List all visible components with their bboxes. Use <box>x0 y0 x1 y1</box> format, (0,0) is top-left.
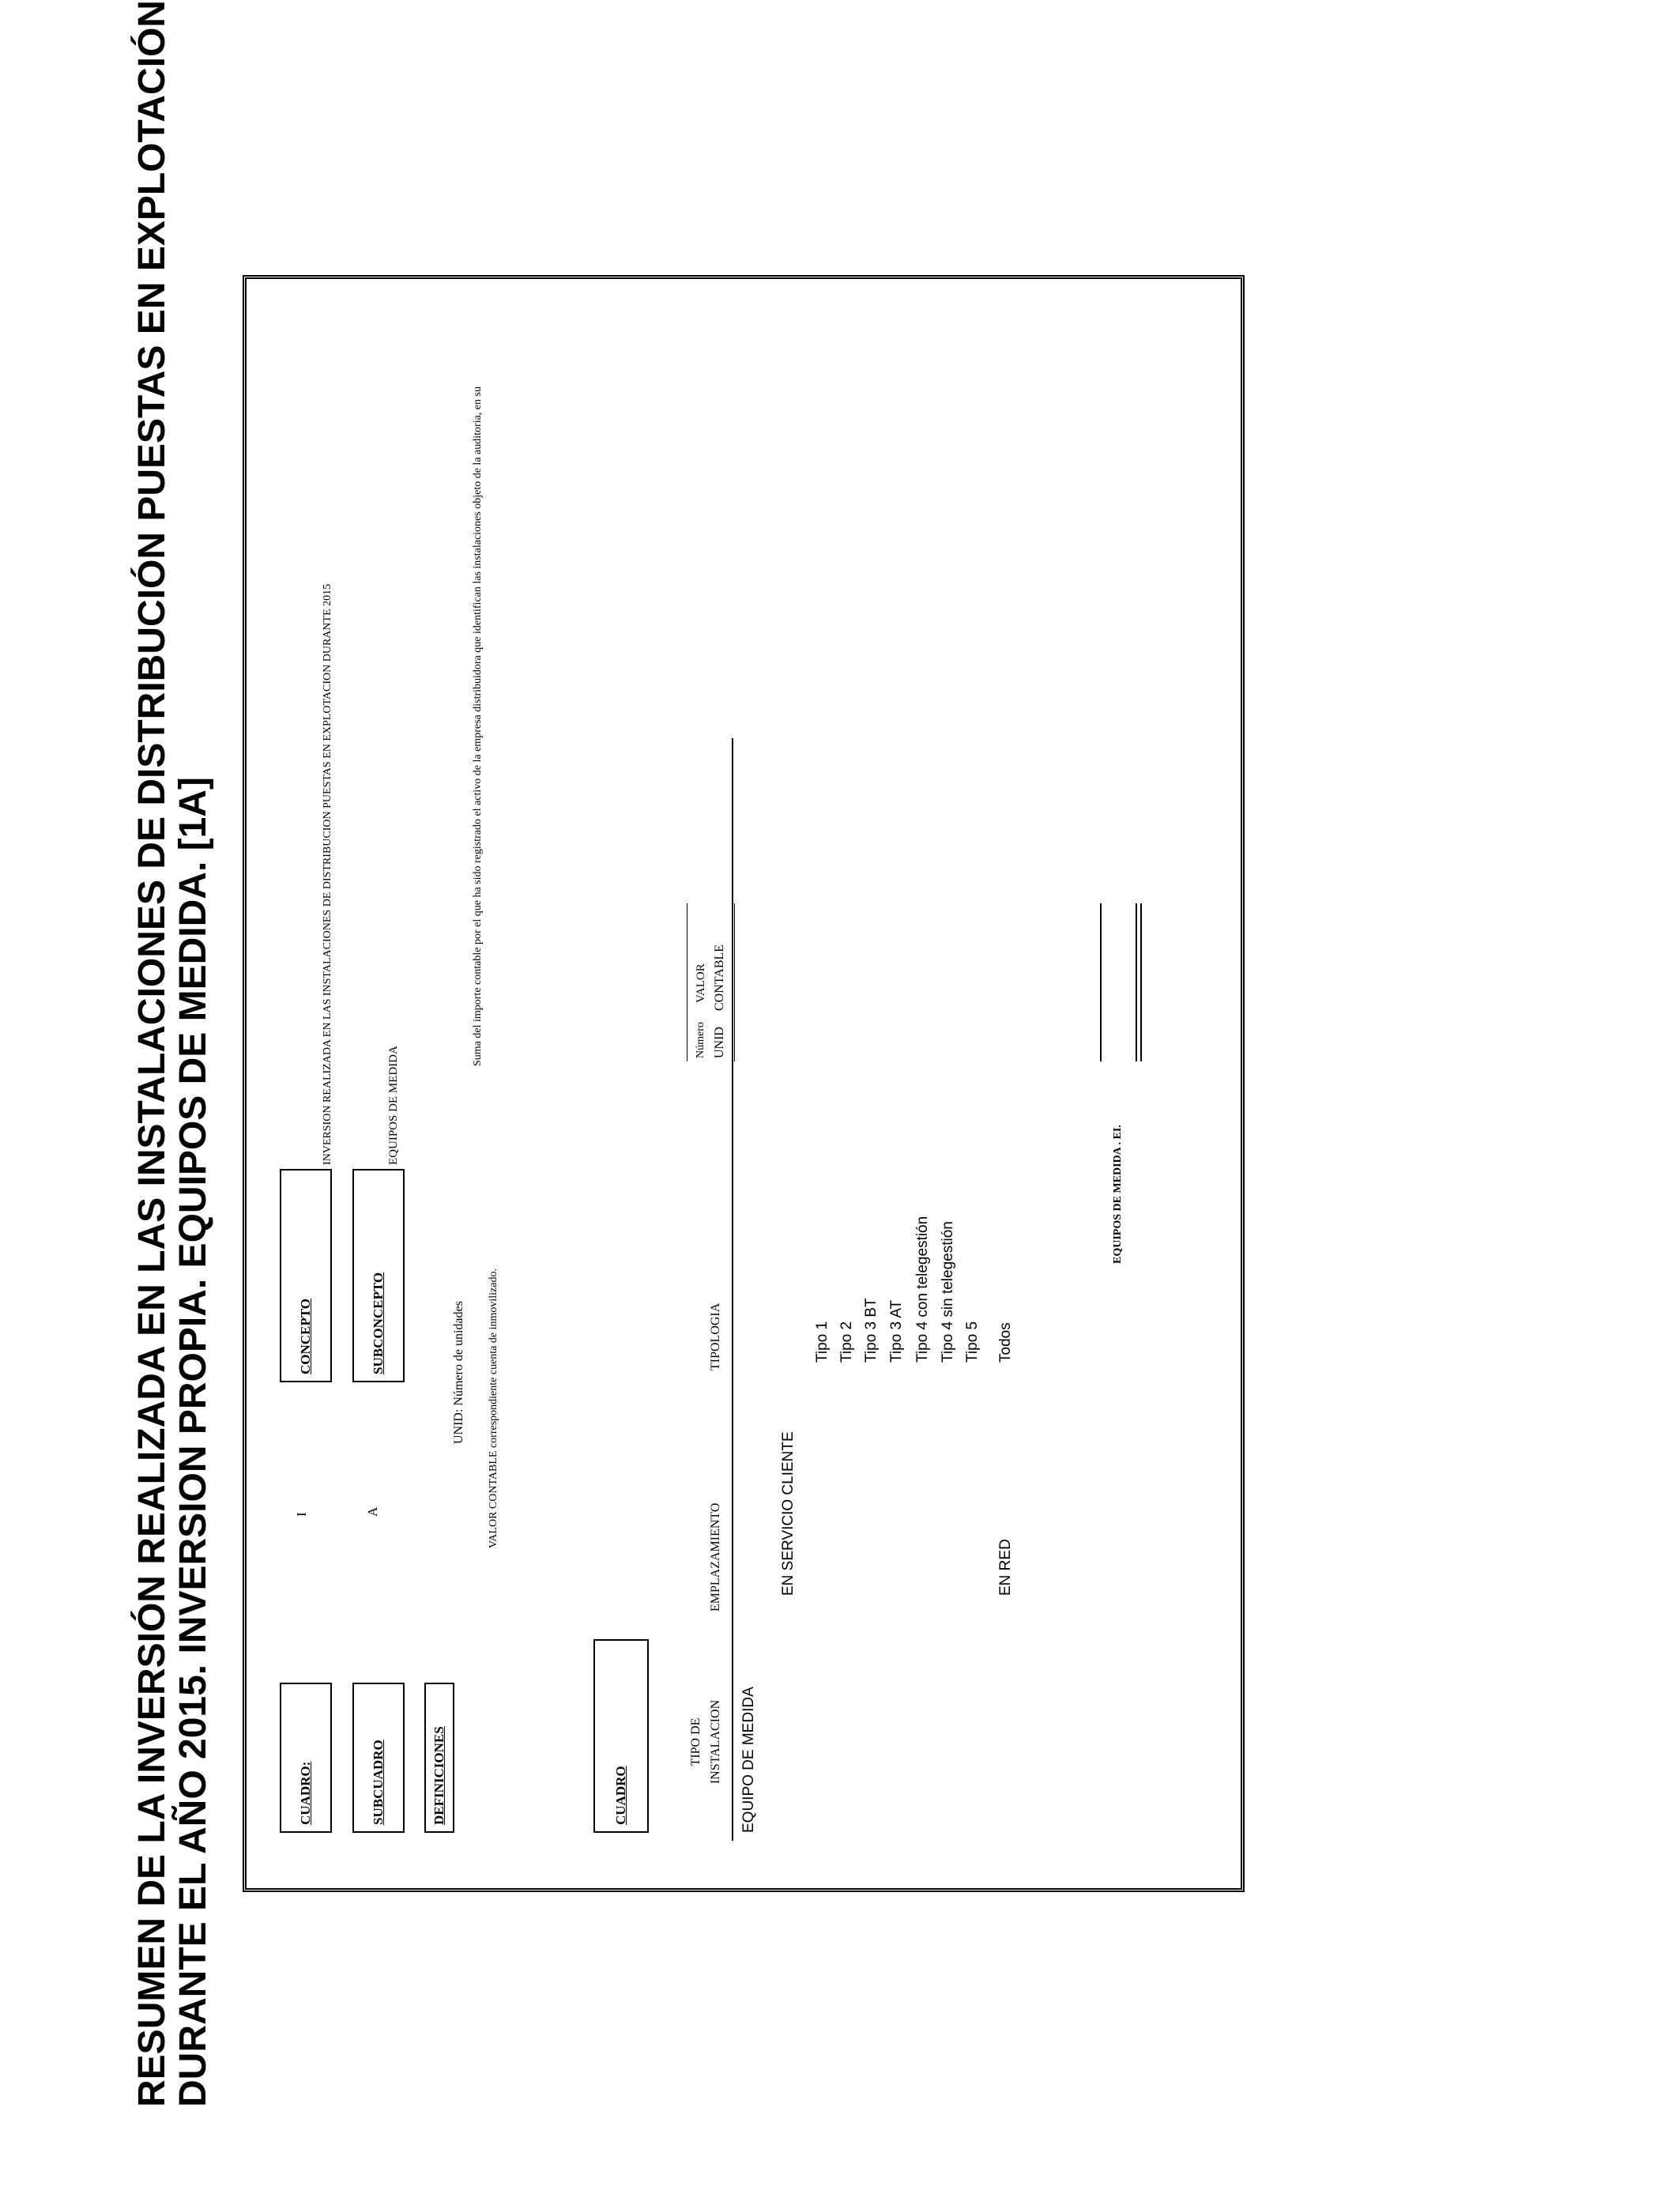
table-cuadro-label-box: CUADRO <box>593 1639 649 1833</box>
row-equipo-de-medida: EQUIPO DE MEDIDA <box>740 1687 757 1833</box>
concepto-label-box: CONCEPTO <box>280 1169 332 1382</box>
total-bottom-double-rule <box>1140 903 1142 1061</box>
row-tipologia: Tipo 3 AT <box>888 1299 905 1363</box>
header-numero: Número <box>695 1022 706 1058</box>
header-rule <box>732 738 733 1841</box>
row-tipologia: Tipo 5 <box>964 1321 981 1363</box>
row-todos: Todos <box>997 1322 1014 1363</box>
subcuadro-label-box: SUBCUADRO <box>352 1683 405 1833</box>
title-line-1: RESUMEN DE LA INVERSIÓN REALIZADA EN LAS INSTALACIONES DE DISTRIBUCIÓN PUESTAS EN EXPLOTACIÓN <box>131 0 173 2107</box>
concepto-text: INVERSION REALIZADA EN LAS INSTALACIONES DE DISTRIBUCION PUESTAS EN EXPLOTACION DURANTE 2015 <box>322 583 333 1165</box>
subconcepto-label-box: SUBCONCEPTO <box>352 1169 405 1382</box>
header-contable: CONTABLE <box>713 944 726 1011</box>
cuadro-label-box: CUADRO: <box>280 1683 332 1833</box>
header-double-rule <box>734 903 735 1061</box>
cuadro-value: I <box>294 1512 309 1517</box>
header-tipologia: TIPOLOGIA <box>709 1302 722 1370</box>
header-tipo-de: TIPO DE <box>689 1717 703 1766</box>
row-tipologia: Tipo 4 sin telegestión <box>940 1221 956 1363</box>
total-bottom-rule <box>1136 903 1137 1061</box>
form-frame <box>243 275 1245 1892</box>
row-tipologia: Tipo 1 <box>814 1321 831 1363</box>
def-unid: UNID: Número de unidades <box>452 1301 465 1444</box>
header-valor: VALOR <box>695 963 707 1003</box>
subconcepto-text: EQUIPOS DE MEDIDA <box>387 1046 400 1165</box>
row-tipologia: Tipo 4 con telegestión <box>914 1216 931 1363</box>
title-line-2: DURANTE EL AÑO 2015. INVERSION PROPIA. EQUIPOS DE MEDIDA. [1A] <box>172 777 214 2107</box>
subcuadro-value: A <box>365 1506 380 1517</box>
header-emplazamiento: EMPLAZAMIENTO <box>709 1502 722 1612</box>
total-label: EQUIPOS DE MEDIDA . EI. <box>1112 1125 1124 1264</box>
total-top-rule <box>1100 903 1102 1061</box>
header-instalacion: INSTALACION <box>709 1699 722 1785</box>
row-en-red: EN RED <box>997 1539 1014 1596</box>
def-valor-line1: Suma del importe contable por el que ha sido registrado el activo de la empresa distribuidora que identifican las instalaciones objeto de la auditoria, en su <box>472 386 484 1066</box>
row-tipologia: Tipo 2 <box>838 1321 855 1363</box>
row-tipologia: Tipo 3 BT <box>863 1298 880 1363</box>
row-en-servicio-cliente: EN SERVICIO CLIENTE <box>780 1431 797 1596</box>
definiciones-label-box: DEFINICIONES <box>424 1683 454 1833</box>
header-unid: UNID <box>713 1027 726 1058</box>
def-valor-line2: VALOR CONTABLE correspondiente cuenta de inmovilizado. <box>488 1269 499 1548</box>
